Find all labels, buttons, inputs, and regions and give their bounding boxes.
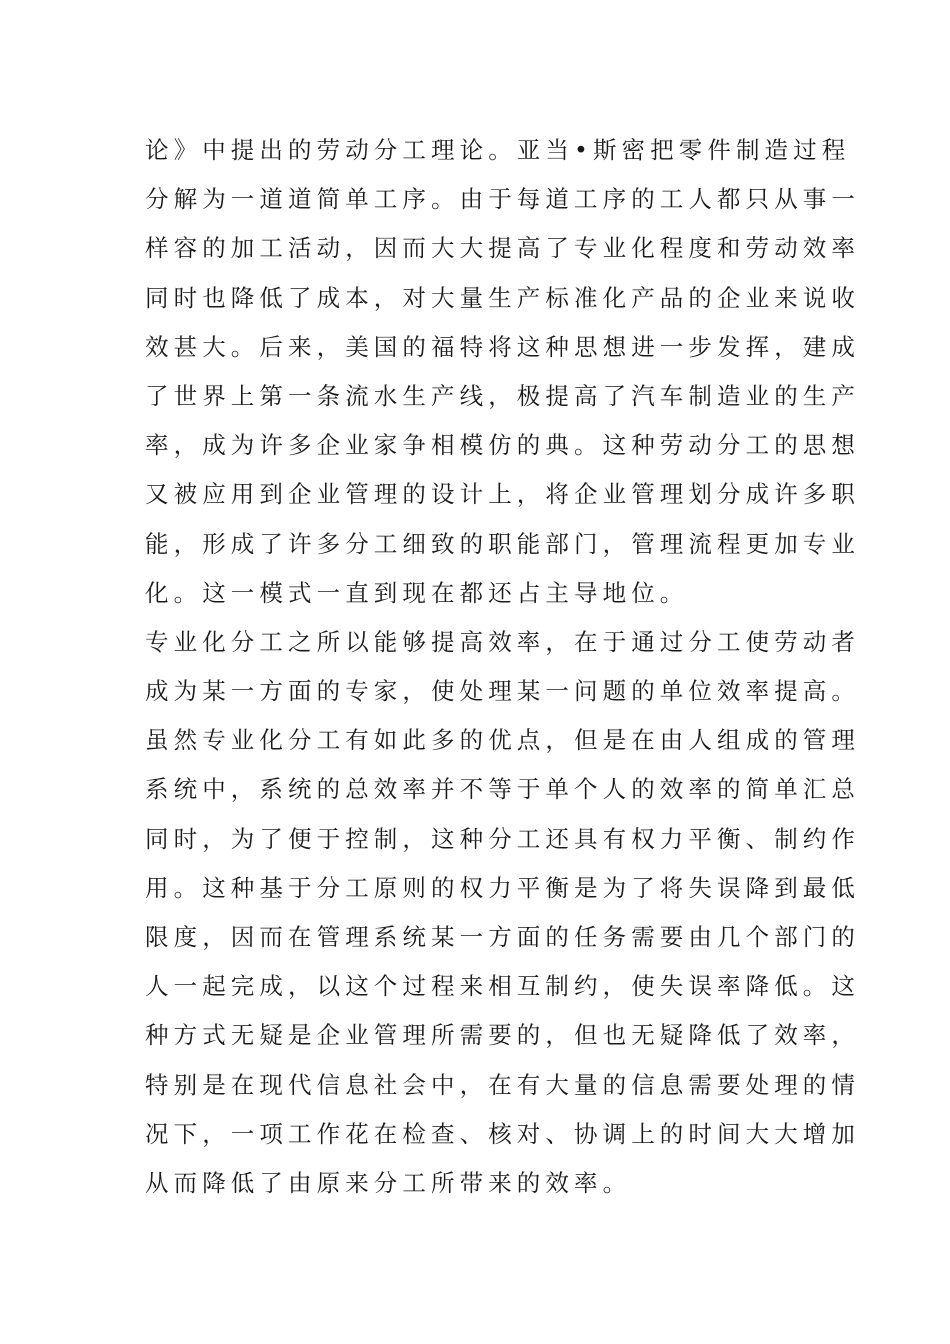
- text-line: 论》中提出的劳动分工理论。亚当•斯密把零件制造过程: [145, 136, 851, 164]
- text-line: 况下，一项工作花在检查、核对、协调上的时间大大增加: [145, 1119, 860, 1148]
- text-line: 效甚大。后来，美国的福特将这种思想进一步发挥，建成: [145, 332, 860, 361]
- text-line: 专业化分工之所以能够提高效率，在于通过分工使劳动者: [145, 627, 860, 656]
- text-line: 同时也降低了成本，对大量生产标准化产品的企业来说收: [145, 283, 860, 312]
- text-line: 率，成为许多企业家争相模仿的典。这种劳动分工的思想: [145, 431, 860, 460]
- text-line: 了世界上第一条流水生产线，极提高了汽车制造业的生产: [145, 381, 860, 410]
- text-line: 同时，为了便于控制，这种分工还具有权力平衡、制约作: [145, 824, 860, 853]
- text-line: 系统中，系统的总效率并不等于单个人的效率的简单汇总: [145, 775, 860, 804]
- text-line: 成为某一方面的专家，使处理某一问题的单位效率提高。: [145, 677, 860, 706]
- text-line: 分解为一道道简单工序。由于每道工序的工人都只从事一: [145, 185, 860, 214]
- text-line: 样容的加工活动，因而大大提高了专业化程度和劳动效率: [145, 234, 860, 263]
- text-line: 化。这一模式一直到现在都还占主导地位。: [145, 578, 689, 607]
- text-line: 从而降低了由原来分工所带来的效率。: [145, 1168, 632, 1197]
- text-line: 人一起完成，以这个过程来相互制约，使失误率降低。这: [145, 972, 860, 1001]
- text-line: 限度，因而在管理系统某一方面的任务需要由几个部门的: [145, 923, 860, 951]
- text-line: 能，形成了许多分工细致的职能部门，管理流程更加专业: [145, 529, 860, 558]
- text-line: 又被应用到企业管理的设计上，将企业管理划分成许多职: [145, 480, 860, 509]
- text-line: 种方式无疑是企业管理所需要的，但也无疑降低了效率，: [145, 1021, 860, 1050]
- text-line: 特别是在现代信息社会中，在有大量的信息需要处理的情: [145, 1070, 860, 1099]
- text-line: 虽然专业化分工有如此多的优点，但是在由人组成的管理: [145, 726, 860, 755]
- body-text: [145, 126, 860, 1208]
- text-line: 用。这种基于分工原则的权力平衡是为了将失误降到最低: [145, 873, 860, 902]
